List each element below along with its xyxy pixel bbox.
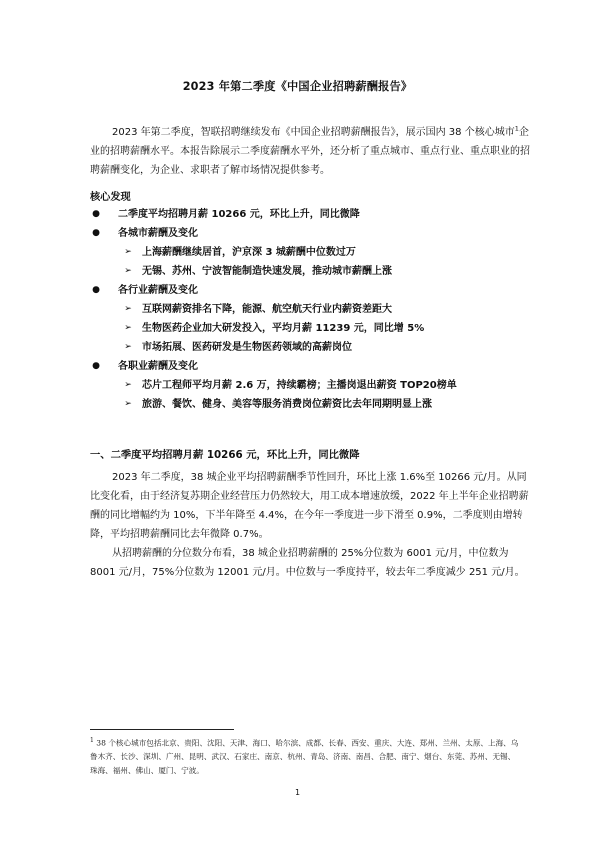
- finding-subitem: [124, 262, 392, 281]
- section-paragraph: 2023 年二季度，38 城企业平均招聘薪酬季节性回升，环比上涨 1.6%至 10266 元/月。从同比变化看，由于经济复苏期企业经营压力仍然较大，用工成本增速放缓，2022 年上半年企业招聘薪酬的同比增幅约为 10%，下半年降至 4.4%，在今年一季度进一步下滑至 0.9%，二季度则由增转降，平均招聘薪酬同比去年微降 0.7%。: [90, 472, 529, 540]
- finding-text: 无锡、苏州、宁波智能制造快速发展，推动城市薪酬上涨: [142, 266, 392, 277]
- finding-text: 互联网薪资排名下降，能源、航空航天行业内薪资差距大: [142, 304, 392, 315]
- bullet-dot-icon: ●: [92, 361, 100, 371]
- footnote-mark: 1: [90, 737, 94, 744]
- finding-item: [92, 281, 198, 300]
- finding-text: 各城市薪酬及变化: [118, 228, 198, 239]
- bullet-dot-icon: ●: [92, 228, 100, 238]
- finding-subitem: [124, 319, 425, 338]
- section-paragraph: 从招聘薪酬的分位数分布看，38 城企业招聘薪酬的 25%分位数为 6001 元/月，中位数为 8001 元/月，75%分位数为 12001 元/月。中位数与一季度持平，较去年二季度减少 251 元/月。: [90, 548, 525, 578]
- finding-subitem: [124, 338, 352, 357]
- finding-text: 旅游、餐饮、健身、美容等服务消费岗位薪资比去年同期明显上涨: [142, 399, 432, 410]
- page-number: 1: [294, 788, 301, 797]
- bullet-dot-icon: ●: [92, 285, 100, 295]
- footnote-divider: [90, 729, 234, 730]
- finding-subitem: [124, 376, 457, 395]
- finding-text: 各行业薪酬及变化: [118, 285, 198, 296]
- finding-text: 各职业薪酬及变化: [118, 361, 198, 372]
- finding-item: [92, 205, 360, 224]
- finding-text: 芯片工程师平均月薪 2.6 万，持续霸榜；主播岗退出薪资 TOP20榜单: [142, 380, 457, 391]
- arrow-bullet-icon: ➢: [124, 247, 132, 257]
- finding-item: [92, 357, 198, 376]
- section-heading: 一、二季度平均招聘月薪 10266 元，环比上升，同比微降: [90, 449, 360, 461]
- arrow-bullet-icon: ➢: [124, 323, 132, 333]
- footnote-ref[interactable]: 1: [514, 124, 519, 133]
- arrow-bullet-icon: ➢: [124, 304, 132, 314]
- report-title: 2023 年第二季度《中国企业招聘薪酬报告》: [182, 80, 413, 93]
- bullet-dot-icon: ●: [92, 209, 100, 219]
- intro-paragraph: [90, 123, 530, 180]
- finding-text: 市场拓展、医药研发是生物医药领域的高薪岗位: [142, 342, 352, 353]
- finding-text: 生物医药企业加大研发投入，平均月薪 11239 元，同比增 5%: [142, 323, 425, 334]
- findings-heading: 核心发现: [90, 192, 131, 203]
- arrow-bullet-icon: ➢: [124, 399, 132, 409]
- finding-text: 上海薪酬继续居首，沪京深 3 城薪酬中位数过万: [142, 247, 356, 258]
- intro-text-a: 2023 年第二季度，智联招聘继续发布《中国企业招聘薪酬报告》，展示国内 38 个核心城市: [112, 127, 515, 138]
- finding-text: 二季度平均招聘月薪 10266 元，环比上升，同比微降: [118, 209, 360, 220]
- finding-item: [92, 224, 198, 243]
- intro-text-b: 企业的招聘薪酬水平。本报告除展示二季度薪酬水平外，还分析了重点城市、重点行业、重点职业的招聘薪酬变化，为企业、求职者了解市场情况提供参考。: [90, 127, 530, 176]
- finding-subitem: [124, 300, 392, 319]
- arrow-bullet-icon: ➢: [124, 380, 132, 390]
- finding-subitem: [124, 243, 356, 262]
- arrow-bullet-icon: ➢: [124, 342, 132, 352]
- footnote-text: 38 个核心城市包括北京、贵阳、沈阳、天津、海口、哈尔滨、成都、长春、西安、重庆、大连、郑州、兰州、太原、上海、乌鲁木齐、长沙、深圳、广州、昆明、武汉、石家庄、南京、杭州、青岛、济南、南昌、合肥、南宁、烟台、东莞、苏州、无锡、珠海、福州、佛山、厦门、宁波。: [90, 738, 519, 775]
- arrow-bullet-icon: ➢: [124, 266, 132, 276]
- footnote: [90, 734, 520, 777]
- finding-subitem: [124, 395, 432, 414]
